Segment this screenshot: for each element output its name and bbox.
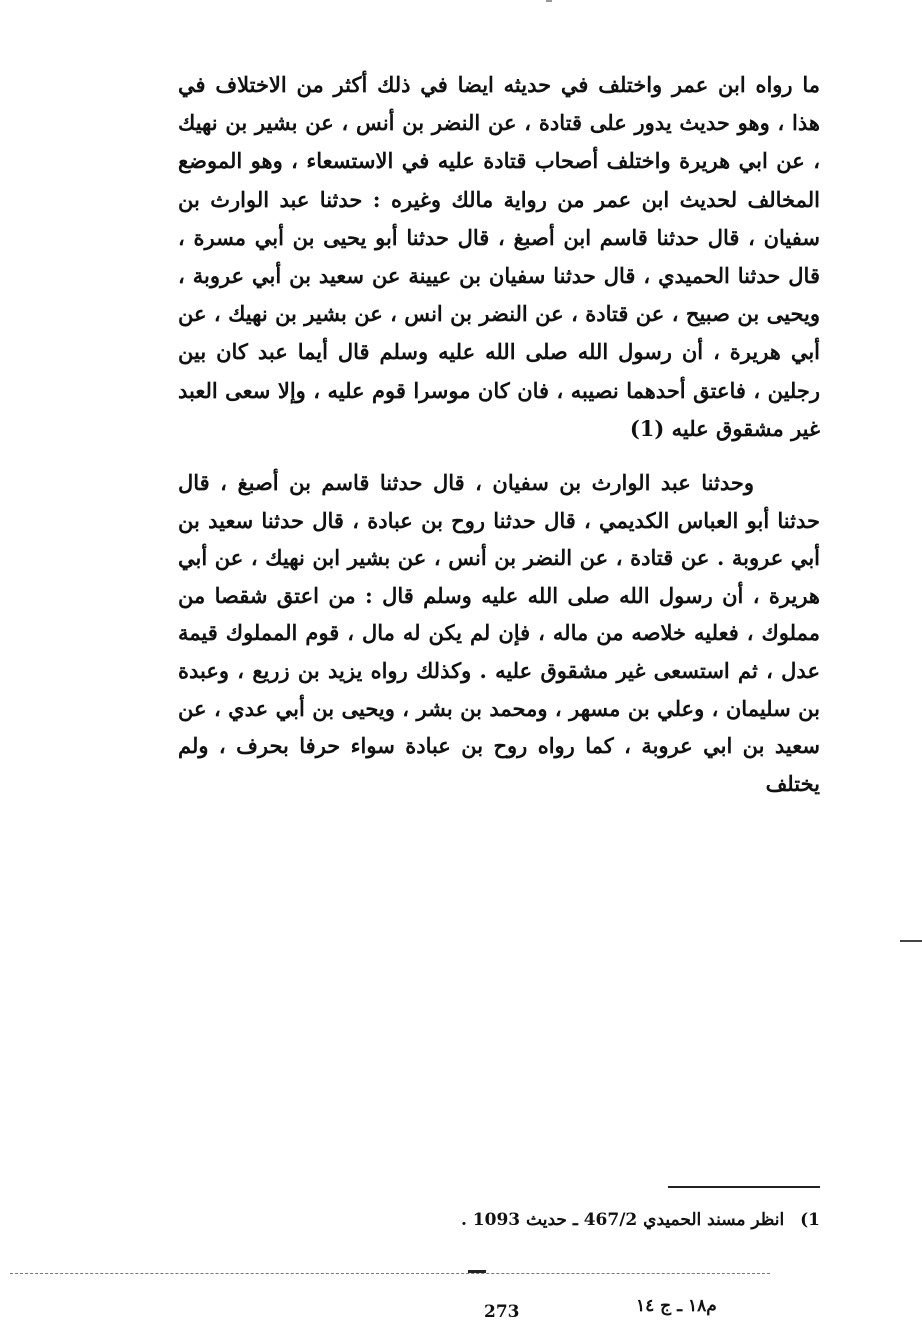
scan-artifact-dash [468,1270,486,1273]
paragraph-1: ما رواه ابن عمر واختلف في حديثه ايضا في ذلك أكثر من الاختلاف في هذا ، وهو حديث يدور على قتادة ، عن النضر بن أنس ، عن بشير بن نهيك ، عن ابي هريرة واختلف أصحاب قتادة عليه في الاستسعاء ، وهو الموضع المخالف لحديث ابن عمر من رواية مالك وغيره : حدثنا عبد الوارث بن سفيان ، قال حدثنا قاسم ابن أصبغ ، قال حدثنا أبو يحيى بن أبي مسرة ، قال حدثنا الحميدي ، قال حدثنا سفيان بن عيينة عن سعيد بن أبي عروبة ، ويحيى بن صبيح ، عن قتادة ، عن النضر بن انس ، عن بشير بن نهيك ، عن أبي هريرة ، أن رسول الله صلى الله عليه وسلم قال أيما عبد كان بين رجلين ، فاعتق أحدهما نصيبه ، فان كان موسرا قوم عليه ، وإلا سعى العبد غير مشقوق عليه (1) [178,72,820,441]
scan-artifact-line [10,1273,770,1274]
footnote-text: انظر مسند الحميدي 467/2 ـ حديث 1093 . [460,1210,785,1230]
main-text [178,66,820,802]
paragraph-2: وحدثنا عبد الوارث بن سفيان ، قال حدثنا قاسم بن أصبغ ، قال حدثنا أبو العباس الكديمي ، قال حدثنا روح بن عبادة ، قال حدثنا سعيد بن أبي عروبة . عن قتادة ، عن النضر بن أنس ، عن بشير ابن نهيك ، عن أبي هريرة ، أن رسول الله صلى الله عليه وسلم قال : من اعتق شقصا من مملوك ، فعليه خلاصه من ماله ، فإن لم يكن له مال ، قوم المملوك قيمة عدل ، ثم استسعى غير مشقوق عليه . وكذلك رواه يزيد بن زريع ، وعبدة بن سليمان ، وعلي بن مسهر ، ومحمد بن بشر ، ويحيى بن أبي عدي ، عن سعيد بن ابي عروبة ، كما رواه روح بن عبادة سواء حرفا بحرف ، ولم يختلف [178,470,820,796]
footnote-separator [668,1186,820,1188]
scan-artifact-top [546,0,552,2]
signature-mark: م١٨ ـ ج ١٤ [636,1296,717,1316]
scan-artifact-margin [900,940,922,942]
page-number: 273 [484,1302,520,1322]
footnote [300,1206,820,1234]
footnote-number: 1) [800,1210,820,1230]
